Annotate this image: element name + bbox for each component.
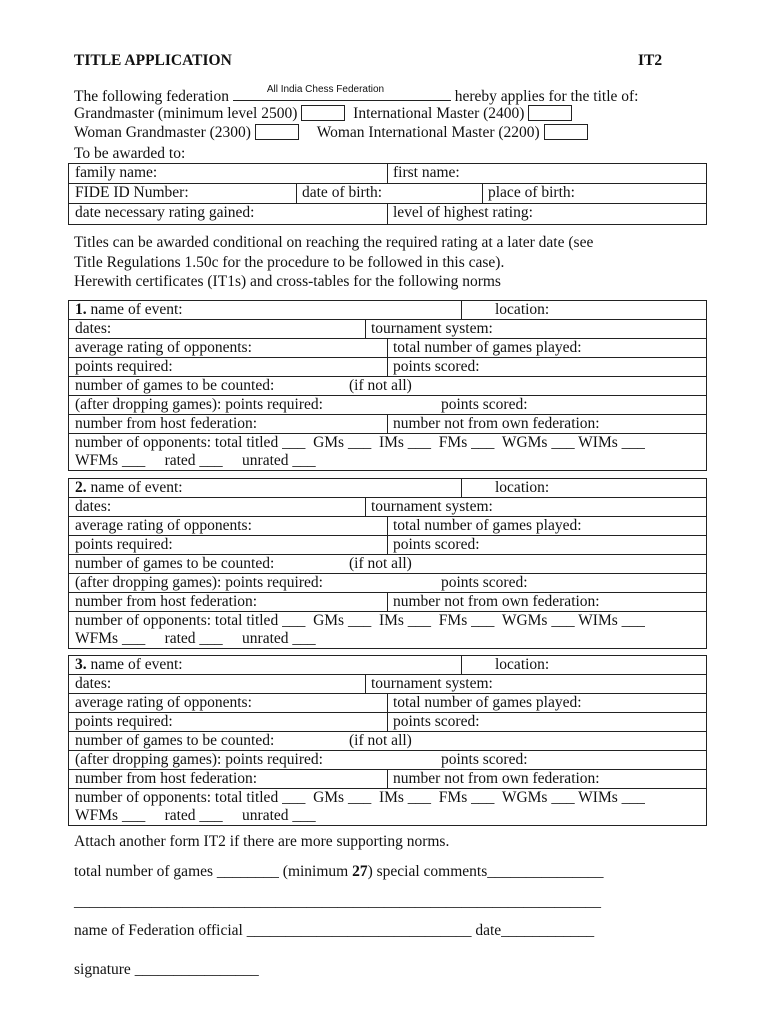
- awarded-to-label: To be awarded to:: [74, 145, 186, 162]
- norm-rating-row: [69, 694, 706, 713]
- opponents-titled-field[interactable]: number of opponents: total titled ___ GMs ___ IMs ___ FMs ___ WGMs ___ WIMs ___: [75, 434, 645, 451]
- dates-field[interactable]: dates:: [75, 320, 112, 337]
- im-option-label: International Master (2400): [353, 105, 525, 122]
- wgm-option-label: Woman Grandmaster (2300): [74, 124, 251, 141]
- points-required-field[interactable]: points required:: [75, 713, 173, 730]
- norm-opponents-row: [69, 789, 706, 825]
- gm-option-label: Grandmaster (minimum level 2500): [74, 105, 298, 122]
- wfms-rated-field[interactable]: WFMs ___ rated ___ unrated ___: [75, 630, 316, 647]
- not-own-federation-field[interactable]: number not from own federation:: [393, 415, 600, 432]
- total-games-field[interactable]: total number of games played:: [393, 694, 582, 711]
- host-federation-field[interactable]: number from host federation:: [75, 770, 258, 787]
- total-games-field[interactable]: total number of games played:: [393, 339, 582, 356]
- games-counted-field[interactable]: number of games to be counted:: [75, 555, 275, 572]
- norm-table-1: [68, 300, 707, 471]
- event-name-label: name of event:: [90, 301, 183, 318]
- minimum-games-value: 27: [352, 863, 368, 880]
- norm-event-row: [69, 479, 706, 498]
- points-scored-field[interactable]: points scored:: [393, 713, 480, 730]
- norm-points-row: [69, 536, 706, 555]
- intro-federation-prefix: The following federation: [74, 88, 229, 105]
- after-dropping-field[interactable]: (after dropping games): points required:: [75, 396, 323, 413]
- norm-points-row: [69, 713, 706, 732]
- official-date-line[interactable]: name of Federation official _____________________________ date____________: [74, 922, 595, 939]
- dropping-points-scored-field[interactable]: points scored:: [441, 396, 528, 413]
- games-counted-field[interactable]: number of games to be counted:: [75, 732, 275, 749]
- federation-name-value: All India Chess Federation: [266, 84, 385, 95]
- fide-id-field[interactable]: FIDE ID Number:: [75, 184, 189, 201]
- points-scored-field[interactable]: points scored:: [393, 358, 480, 375]
- attach-note: Attach another form IT2 if there are more supporting norms.: [74, 833, 450, 850]
- dates-field[interactable]: dates:: [75, 675, 112, 692]
- points-required-field[interactable]: points required:: [75, 358, 173, 375]
- norm-dates-row: [69, 498, 706, 517]
- avg-rating-field[interactable]: average rating of opponents:: [75, 694, 252, 711]
- form-code: IT2: [638, 52, 663, 69]
- wfms-rated-field[interactable]: WFMs ___ rated ___ unrated ___: [75, 452, 316, 469]
- norm-number: 3.: [75, 656, 87, 673]
- norm-counted-row: [69, 732, 706, 751]
- date-rating-gained-field[interactable]: date necessary rating gained:: [75, 204, 255, 221]
- wgm-checkbox[interactable]: [255, 124, 299, 140]
- norm-table-3: [68, 655, 707, 826]
- norm-dropping-row: [69, 396, 706, 415]
- dates-field[interactable]: dates:: [75, 498, 112, 515]
- total-games-field[interactable]: total number of games played:: [393, 517, 582, 534]
- gm-checkbox[interactable]: [301, 105, 345, 121]
- location-field[interactable]: location:: [495, 479, 550, 496]
- norm-points-row: [69, 358, 706, 377]
- games-counted-field[interactable]: number of games to be counted:: [75, 377, 275, 394]
- points-scored-field[interactable]: points scored:: [393, 536, 480, 553]
- tournament-system-field[interactable]: tournament system:: [371, 320, 493, 337]
- norm-event-row: [69, 656, 706, 675]
- if-not-all-label: (if not all): [349, 555, 412, 572]
- tournament-system-field[interactable]: tournament system:: [371, 498, 493, 515]
- norm-federation-row: [69, 770, 706, 789]
- comments-line[interactable]: ____________________________________________________________________: [74, 893, 601, 910]
- event-name-label: name of event:: [90, 479, 183, 496]
- first-name-field[interactable]: first name:: [393, 164, 460, 181]
- intro-federation-suffix: hereby applies for the title of:: [454, 88, 639, 105]
- special-comments-label: ) special comments_______________: [367, 863, 604, 880]
- if-not-all-label: (if not all): [349, 377, 412, 394]
- norm-federation-row: [69, 593, 706, 612]
- if-not-all-label: (if not all): [349, 732, 412, 749]
- avg-rating-field[interactable]: average rating of opponents:: [75, 517, 252, 534]
- norm-opponents-row: [69, 612, 706, 648]
- points-required-field[interactable]: points required:: [75, 536, 173, 553]
- norm-dates-row: [69, 675, 706, 694]
- norm-counted-row: [69, 555, 706, 574]
- applicant-row-3: [69, 204, 706, 224]
- norm-dates-row: [69, 320, 706, 339]
- norm-rating-row: [69, 339, 706, 358]
- applicant-row-2: [69, 184, 706, 204]
- family-name-field[interactable]: family name:: [75, 164, 158, 181]
- opponents-titled-field[interactable]: number of opponents: total titled ___ GMs ___ IMs ___ FMs ___ WGMs ___ WIMs ___: [75, 789, 645, 806]
- norm-rating-row: [69, 517, 706, 536]
- wim-checkbox[interactable]: [544, 124, 588, 140]
- location-field[interactable]: location:: [495, 301, 550, 318]
- wim-option-label: Woman International Master (2200): [316, 124, 540, 141]
- location-field[interactable]: location:: [495, 656, 550, 673]
- date-of-birth-field[interactable]: date of birth:: [302, 184, 383, 201]
- signature-line[interactable]: signature ________________: [74, 961, 259, 978]
- event-name-field[interactable]: [69, 656, 183, 674]
- host-federation-field[interactable]: number from host federation:: [75, 415, 258, 432]
- norm-table-2: [68, 478, 707, 649]
- conditional-line-3: Herewith certificates (IT1s) and cross-tables for the following norms: [74, 273, 501, 290]
- dropping-points-scored-field[interactable]: points scored:: [441, 574, 528, 591]
- form-title: TITLE APPLICATION: [74, 52, 232, 69]
- event-name-label: name of event:: [90, 656, 183, 673]
- event-name-field[interactable]: [69, 479, 183, 497]
- host-federation-field[interactable]: number from host federation:: [75, 593, 258, 610]
- applicant-table: [68, 163, 707, 225]
- norm-dropping-row: [69, 751, 706, 770]
- highest-rating-field[interactable]: level of highest rating:: [393, 204, 533, 221]
- tournament-system-field[interactable]: tournament system:: [371, 675, 493, 692]
- avg-rating-field[interactable]: average rating of opponents:: [75, 339, 252, 356]
- conditional-line-2: Title Regulations 1.50c for the procedure to be followed in this case).: [74, 254, 505, 271]
- dropping-points-scored-field[interactable]: points scored:: [441, 751, 528, 768]
- intro-line-2: [74, 105, 572, 123]
- not-own-federation-field[interactable]: number not from own federation:: [393, 593, 600, 610]
- norm-federation-row: [69, 415, 706, 434]
- after-dropping-field[interactable]: (after dropping games): points required:: [75, 574, 323, 591]
- after-dropping-field[interactable]: (after dropping games): points required:: [75, 751, 323, 768]
- opponents-titled-field[interactable]: number of opponents: total titled ___ GMs ___ IMs ___ FMs ___ WGMs ___ WIMs ___: [75, 612, 645, 629]
- applicant-row-1: [69, 164, 706, 184]
- total-games-prefix: total number of games ________ (minimum: [74, 863, 353, 880]
- place-of-birth-field[interactable]: place of birth:: [488, 184, 575, 201]
- norm-opponents-row: [69, 434, 706, 470]
- im-checkbox[interactable]: [528, 105, 572, 121]
- norm-number: 2.: [75, 479, 87, 496]
- intro-line-3: [74, 124, 588, 142]
- federation-name-field[interactable]: [233, 86, 451, 101]
- norm-event-row: [69, 301, 706, 320]
- total-games-line[interactable]: [74, 863, 604, 881]
- norm-counted-row: [69, 377, 706, 396]
- norm-dropping-row: [69, 574, 706, 593]
- not-own-federation-field[interactable]: number not from own federation:: [393, 770, 600, 787]
- intro-line-1: [74, 86, 639, 106]
- wfms-rated-field[interactable]: WFMs ___ rated ___ unrated ___: [75, 807, 316, 824]
- conditional-line-1: Titles can be awarded conditional on reaching the required rating at a later date (see: [74, 234, 594, 251]
- norm-number: 1.: [75, 301, 87, 318]
- event-name-field[interactable]: [69, 301, 183, 319]
